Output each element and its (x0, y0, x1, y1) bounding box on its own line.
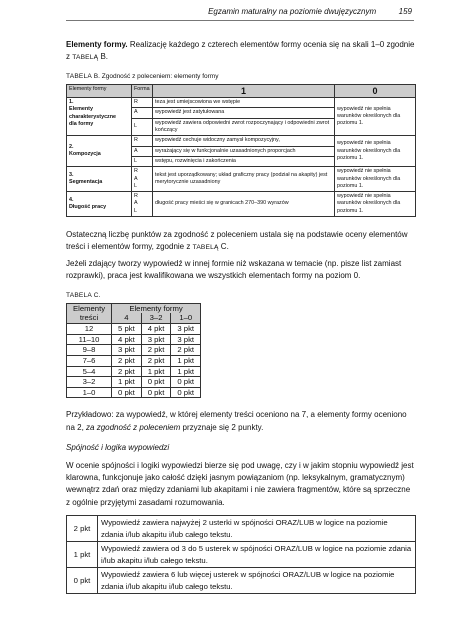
section-paragraph: W ocenie spójności i logiki wypowiedzi bierze się pod uwagę, czy i w jakim stopniu wypowiedź jest klarowna, funkcjonuje jako całość dzięki jasnym powiązaniom (np. leksykalnym, gramatycznym) wewnątrz zdań oraz między zdaniami lub akapitami i nie zawiera fragmentów, które są sprzeczne z ogólnie przyjętymi zasadami rozumowania. (66, 460, 414, 507)
intro-table-letter: B (98, 52, 106, 62)
intro-text: Realizację każdego z czterech elementów formy ocenia się na skali 1–0 zgodnie z (66, 40, 415, 62)
table-row: 1. Elementy charakterystyczne dla formy R teza jest umiejscowiona we wstępie wypowiedź nie spełnia warunków określonych dla poziomu 1. (67, 98, 416, 108)
section-title: Spójność i logika wypowiedzi (66, 443, 170, 453)
table-row: 9–8 3 pkt 2 pkt 2 pkt (67, 345, 201, 356)
intro-bold-lead: Elementy formy. (66, 40, 128, 49)
table-row: L wstępu, rozwinięcia i zakończenia (67, 156, 416, 166)
running-header (208, 7, 412, 16)
table-row: 5–4 2 pkt 1 pkt 1 pkt (67, 366, 201, 377)
table-row: 1 pkt Wypowiedź zawiera od 3 do 5 usterek w spójności ORAZ/LUB w logice na poziomie zdania i/lub akapitu i/lub całego tekstu. (67, 542, 416, 568)
table-row: 0 pkt Wypowiedź zawiera 6 lub więcej usterek w spójności ORAZ/LUB w logice na poziomie zdania i/lub akapitu i/lub całego tekstu. (67, 568, 416, 594)
table-c-header-2: treści 4 3–2 1–0 (67, 313, 201, 323)
table-row: A wypowiedź jest zatytułowana (67, 108, 416, 118)
group-label: 2. Kompozycja (67, 136, 132, 167)
final-score-paragraph: Ostateczną liczbę punktów za zgodność z poleceniem ustala się na podstawie oceny elementów treści i elementów formy, zgodnie z TABELĄ C. (66, 230, 408, 252)
table-c (66, 303, 201, 399)
table-row: 2. Kompozycja R wypowiedź cechuje widoczny zamysł kompozycyjny, wypowiedź nie spełnia warunków określonych dla poziomu 1. (67, 136, 416, 146)
page-number: 159 (398, 7, 412, 16)
table-row: 11–10 4 pkt 3 pkt 3 pkt (67, 334, 201, 345)
table-b-col-one: 1 (153, 85, 335, 98)
table-b-col-zero: 0 (335, 85, 416, 98)
table-row: 2 pkt Wypowiedź zawiera najwyżej 2 usterki w spójności ORAZ/LUB w logice na poziomie zdania i/lub akapitu i/lub całego tekstu. (67, 516, 416, 542)
table-row: 3–2 1 pkt 0 pkt 0 pkt (67, 377, 201, 388)
group-label: 1. Elementy charakterystyczne dla formy (67, 98, 132, 136)
table-b-caption: TABELA B. Zgodność z poleceniem: elementy formy (66, 72, 219, 80)
table-c-caption: TABELA C. (66, 291, 101, 299)
table-b-header (67, 85, 416, 98)
example-paragraph: Przykładowo: za wypowiedź, w której elementy treści oceniono na 7, a elementy formy oceniono na 2, za zgodność z poleceniem przyznaje się 2 punkty. (66, 410, 407, 432)
table-row: 4. Długość pracy R A L długość pracy mieści się w granicach 270–390 wyrazów wypowiedź nie spełnia warunków określonych dla poziomu 1. (67, 192, 416, 217)
table-b (66, 84, 416, 217)
table-row: 12 5 pkt 4 pkt 3 pkt (67, 324, 201, 335)
intro-paragraph: Elementy formy. Realizację każdego z czterech elementów formy ocenia się na skali 1–0 zgodnie z TABELĄ B. (66, 40, 415, 62)
wrong-form-paragraph: Jeżeli zdający tworzy wypowiedź w innej formie niż wskazana w temacie (np. pisze list zamiast rozprawki), praca jest kwalifikowana we wszystkich elementach formy na poziom 0. (66, 258, 402, 281)
intro-table-ref: TABELĄ (72, 54, 99, 62)
table-row: 7–6 2 pkt 2 pkt 1 pkt (67, 355, 201, 366)
table-row: 3. Segmentacja R A L tekst jest uporządkowany; układ graficzny pracy (podział na akapity) jest merytorycznie uzasadniony wypowiedź nie spełnia warunków określonych dla poziomu 1. (67, 167, 416, 192)
table-row: 1–0 0 pkt 0 pkt 0 pkt (67, 387, 201, 398)
table-d (66, 515, 416, 594)
page-content (66, 39, 416, 594)
table-c-header-1: Elementy Elementy formy (67, 303, 201, 313)
running-title: Egzamin maturalny na poziomie dwujęzycznym (208, 7, 377, 16)
table-b-col-forma: Forma (132, 85, 153, 98)
group-label: 4. Długość pracy (67, 192, 132, 217)
table-b-col-elementy: Elementy formy (67, 85, 132, 98)
header-rule (66, 20, 414, 21)
table-row: L wypowiedź zawiera odpowiedni zwrot rozpoczynający i odpowiedni zwrot kończący (67, 118, 416, 136)
table-row: A wyrażający się w funkcjonalnie uzasadnionych proporcjach (67, 146, 416, 156)
group-label: 3. Segmentacja (67, 167, 132, 192)
